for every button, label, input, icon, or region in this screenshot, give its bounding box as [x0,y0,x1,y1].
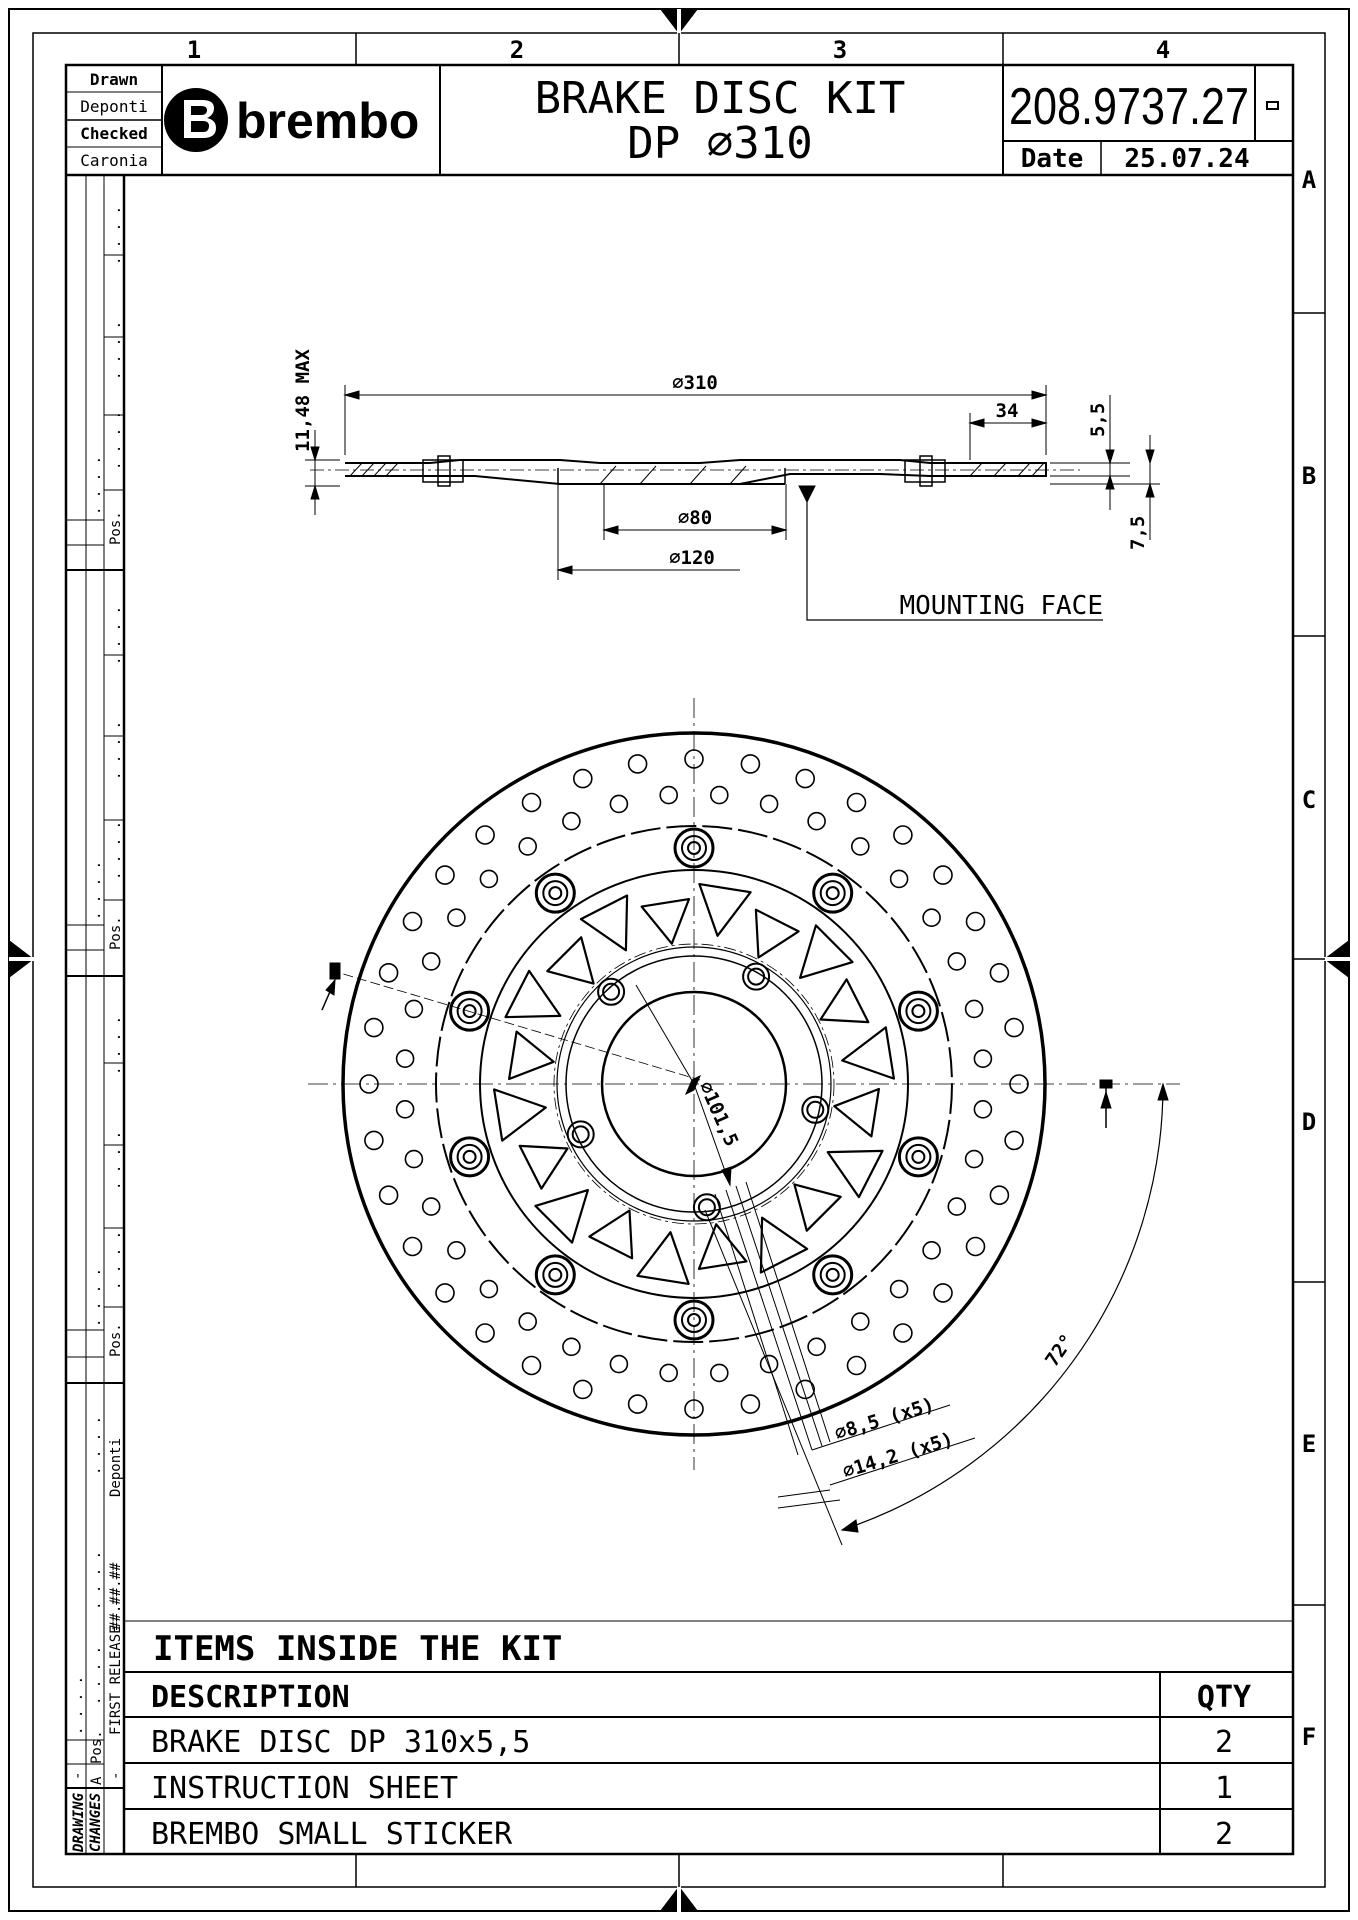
centering-marks [9,9,1350,1912]
drilled-hole [448,909,465,926]
drilled-hole [405,1151,422,1168]
grid-row-label: D [1301,1108,1317,1136]
float-button [451,1138,489,1176]
drilled-hole [852,838,869,855]
float-button-inner [821,1263,845,1287]
spoke-window [509,1032,554,1079]
brembo-logo [164,88,419,152]
drilled-hole [923,909,940,926]
grid-col-label: 1 [186,36,202,64]
revision-placeholder: . . . . [108,1230,124,1290]
float-button-hole [549,887,561,899]
drilled-hole [660,787,677,804]
grid-col-label: 4 [1155,36,1171,64]
drilled-hole [574,1380,592,1398]
drilled-hole [974,1050,991,1067]
float-button-inner [906,1145,930,1169]
drilled-hole [848,1357,866,1375]
spoke-window [761,1218,807,1273]
drilled-hole [629,1395,647,1413]
drilled-hole [423,1198,440,1215]
grid-col-label: 2 [509,36,525,64]
float-button-inner [543,1263,567,1287]
revision-dash: - [70,1771,86,1780]
front-view [308,698,1180,1545]
drilled-hole [974,1101,991,1118]
grid-row-label: F [1301,1723,1317,1751]
drilled-hole [380,1186,398,1204]
drilled-hole [574,770,592,788]
drilled-hole [523,1357,541,1375]
drilled-hole [741,755,759,773]
spoke-window [821,979,869,1022]
drawing-changes-line2: CHANGES [88,1792,104,1852]
hub-bolt-hole-inner [573,1126,589,1142]
dim-angle: 72° [1041,1330,1079,1371]
drilled-hole [966,1000,983,1017]
drilled-hole [480,870,497,887]
drilled-hole [711,787,728,804]
hub-bolt-hole [598,979,624,1005]
revision-placeholder: . . . . [108,1015,124,1075]
revision-author: Deponti [108,1437,124,1497]
hub-bolt-hole [802,1097,828,1123]
revision-placeholder: . . . . [70,1675,86,1735]
drawn-label: Drawn [89,70,139,89]
float-button [899,992,937,1030]
drilled-hole [397,1101,414,1118]
dim-hole-large: ∅14,2 (x5) [840,1428,956,1483]
drilled-hole [563,813,580,830]
logo-wordmark: brembo [236,93,420,149]
grid-row-label: E [1301,1430,1317,1458]
drilled-hole [523,794,541,812]
float-button [899,1138,937,1176]
drilled-hole [380,964,398,982]
drilled-hole [423,953,440,970]
drilled-hole [436,866,454,884]
drilled-hole [934,1284,952,1302]
grid-row-label: B [1301,462,1317,490]
drilled-hole [365,1131,383,1149]
drilled-hole [891,1281,908,1298]
float-button-hole [827,1269,839,1281]
revision-placeholder: . . . . [108,320,124,380]
drilled-hole [808,1338,825,1355]
drilled-hole [365,1019,383,1037]
spoke-window [834,1089,879,1136]
revision-dash: - [108,1771,124,1780]
date-label: Date [1020,144,1084,174]
section-view [305,385,1160,620]
kit-row-description: BRAKE DISC DP 310x5,5 [151,1725,531,1760]
float-button-hole [549,1269,561,1281]
kit-row-qty: 2 [1214,1817,1234,1852]
drilled-hole [891,870,908,887]
drilled-hole [741,1395,759,1413]
grid-row-label: A [1301,166,1317,194]
float-button-inner [458,1145,482,1169]
dim-outer-diameter: ∅310 [672,372,718,394]
drilled-hole [610,1356,627,1373]
checked-name: Caronia [80,151,148,170]
kit-row-description: INSTRUCTION SHEET [151,1771,459,1806]
drilled-hole [660,1364,677,1381]
revision-pos-label: Pos. [108,916,124,950]
kit-col-qty: QTY [1196,1680,1252,1715]
drilled-hole [852,1313,869,1330]
drilled-hole [990,964,1008,982]
hub-bolt-hole-inner [807,1102,823,1118]
revision-date-placeholder: ##.##.## [108,1562,124,1630]
spoke-window [637,1232,688,1284]
float-button-inner [821,881,845,905]
drilled-hole [1005,1131,1023,1149]
float-button-hole [912,1151,924,1163]
revision-pos-label: Pos. [108,511,124,545]
spoke-window [589,1211,632,1259]
dim-pcd: ∅101,5 [694,1078,743,1150]
revision-placeholder: . . . . [108,605,124,665]
revision-letter: A [89,1776,105,1785]
dim-offset: 7,5 [1127,515,1149,550]
revision-placeholder: . . . . [88,455,104,515]
drilled-hole [404,1238,422,1256]
kit-col-description: DESCRIPTION [151,1680,350,1715]
revision-placeholder: . . . . [88,860,104,920]
spoke-window [506,971,561,1017]
drilled-hole [967,1238,985,1256]
drilled-hole [948,953,965,970]
drilled-hole [404,913,422,931]
drilled-hole [519,838,536,855]
revision-placeholder: . . . . [108,410,124,470]
drilled-hole [397,1050,414,1067]
float-button-hole [912,1005,924,1017]
dim-inner-diameter: ∅80 [677,507,713,529]
float-button [814,874,852,912]
float-button-inner [906,999,930,1023]
hub-bolt-hole-inner [699,1199,715,1215]
drawn-name: Deponti [80,97,148,116]
drilled-hole [967,913,985,931]
drilled-hole [519,1313,536,1330]
spoke-window [828,1151,883,1197]
spoke-window [642,899,689,944]
spoke-window [794,1184,840,1230]
revision-placeholder: . . . . [88,1415,104,1475]
drilled-hole [480,1281,497,1298]
drilled-hole [448,1242,465,1259]
spoke-window [581,896,627,951]
spoke-window [756,910,799,958]
float-button [536,1256,574,1294]
dim-hub-diameter: ∅120 [669,547,715,569]
grid-columns [356,33,1003,1887]
float-button-hole [827,887,839,899]
grid-rows [1293,313,1325,1605]
drilled-hole [436,1284,454,1302]
revision-pos-label: Pos. [108,1323,124,1357]
drilled-hole [761,795,778,812]
spoke-window [520,1146,568,1189]
dim-hole-small: ∅8,5 (x5) [832,1393,937,1445]
drilled-hole [934,866,952,884]
spoke-window [842,1027,894,1078]
drilled-hole [894,826,912,844]
float-button [536,874,574,912]
grid-row-label: C [1301,786,1317,814]
date-value: 25.07.24 [1124,144,1250,174]
revision-placeholder: . . . . [108,205,124,265]
kit-row-qty: 2 [1214,1725,1234,1760]
drilled-hole [923,1242,940,1259]
revision-placeholder: . . . . [108,720,124,780]
drilled-hole [848,794,866,812]
drilled-hole [563,1338,580,1355]
drilled-hole [796,770,814,788]
spoke-window [547,937,593,983]
kit-table-heading: ITEMS INSIDE THE KIT [153,1629,563,1669]
drilled-hole [476,1324,494,1342]
dim-max-height: 11,48 MAX [292,349,314,452]
float-button-hole [464,1151,476,1163]
revision-placeholder: . . . . [88,1267,104,1327]
drawing-title-line2: DP ∅310 [627,118,813,169]
hub-bolt-hole [743,964,769,990]
grid-col-label: 3 [832,36,848,64]
checked-label: Checked [80,124,148,143]
drilled-hole [629,755,647,773]
revision-first-release: FIRST RELEASE [108,1625,124,1735]
drilled-hole [966,1151,983,1168]
revision-placeholder: . . . . [88,1550,104,1610]
drilled-hole [405,1000,422,1017]
part-number: 208.9737.27 [1009,78,1249,136]
drilled-hole [894,1324,912,1342]
drilled-hole [610,795,627,812]
mounting-face-label: MOUNTING FACE [899,591,1103,621]
dim-disc-thickness: 5,5 [1087,402,1109,437]
drawing-title-line1: BRAKE DISC KIT [534,73,906,124]
hub-bolt-hole-inner [748,969,764,985]
drilled-hole [1005,1019,1023,1037]
drilled-hole [948,1198,965,1215]
revision-placeholder: . . . . [108,1130,124,1190]
drawing-changes-line1: DRAWING [71,1792,87,1852]
dim-band-width: 34 [995,400,1019,422]
spoke-window [699,884,750,936]
spoke-window [494,1089,546,1140]
drilled-hole [711,1364,728,1381]
drilled-hole [990,1186,1008,1204]
drilled-hole [808,813,825,830]
kit-row-qty: 1 [1214,1771,1234,1806]
float-button [814,1256,852,1294]
revision-placeholder: . . . . [108,820,124,880]
float-button-inner [543,881,567,905]
drilled-hole [476,826,494,844]
kit-row-description: BREMBO SMALL STICKER [151,1817,513,1852]
revision-placeholder: . . . . [88,1645,104,1705]
revision-pos-label: Pos. [89,1730,105,1764]
